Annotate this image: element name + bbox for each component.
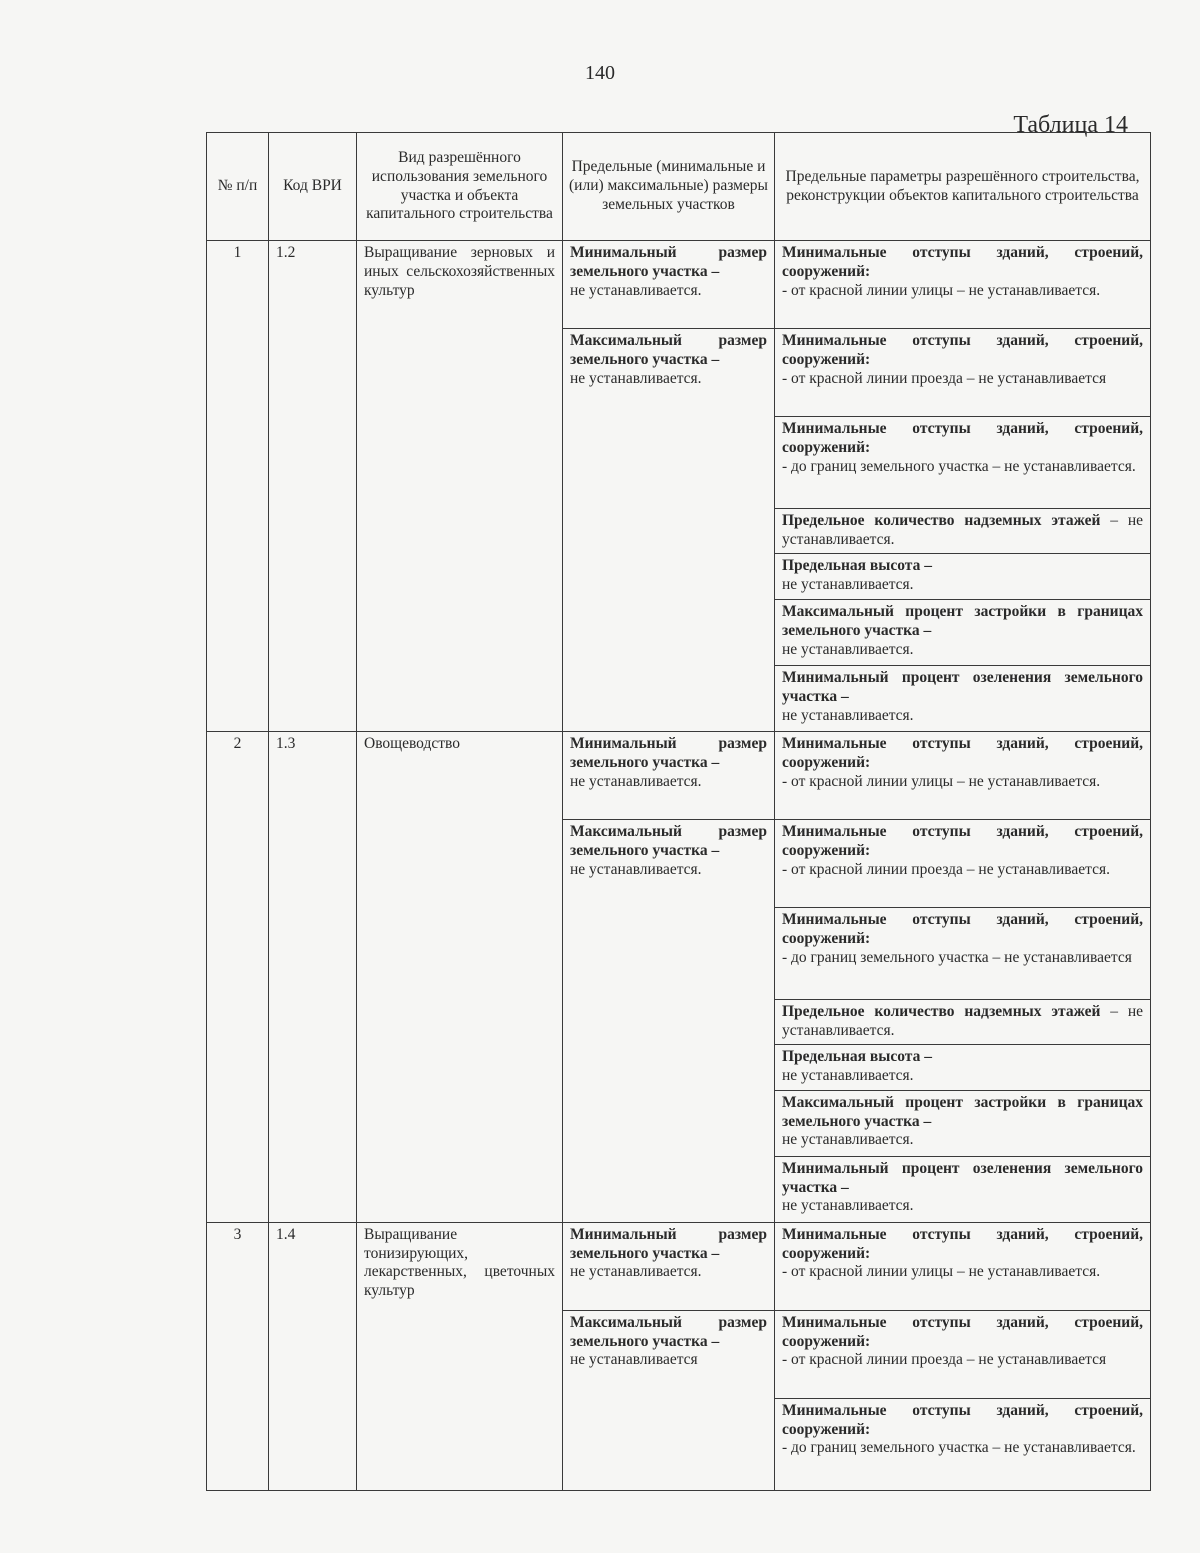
param-text: - до границ земельного участка – не устанавливается. (782, 457, 1136, 475)
param-title: Минимальные отступы зданий, строений, сооружений: (782, 734, 1143, 771)
param-text: – не устанавливается. (782, 1002, 1143, 1039)
param-cell (775, 1156, 1151, 1222)
size-max-cell (563, 819, 775, 1222)
size-max-value: не устанавливается (570, 1351, 698, 1369)
param-text: не устанавливается. (782, 575, 914, 593)
row-code: 1.4 (269, 1222, 357, 1490)
param-cell (775, 1044, 1151, 1090)
param-title: Минимальные отступы зданий, строений, сооружений: (782, 1401, 1143, 1438)
size-min-value: не устанавливается. (570, 1263, 702, 1281)
param-title: Минимальные отступы зданий, строений, сооружений: (782, 1313, 1143, 1350)
size-min-cell (563, 1222, 775, 1310)
size-min-cell (563, 241, 775, 329)
size-min-value: не устанавливается. (570, 281, 702, 299)
size-max-value: не устанавливается. (570, 860, 702, 878)
param-cell (775, 999, 1151, 1044)
param-cell (775, 1310, 1151, 1398)
header-row (207, 133, 1151, 241)
param-cell (775, 731, 1151, 819)
param-title: Минимальный процент озеленения земельного участка – (782, 1159, 1143, 1196)
param-text: - от красной линии проезда – не устанавливается. (782, 860, 1110, 878)
size-min-title: Минимальный размер земельного участка – (570, 244, 767, 280)
param-text: - от красной линии улицы – не устанавливается. (782, 281, 1101, 299)
param-cell (775, 329, 1151, 417)
page-number: 140 (585, 62, 615, 84)
param-title: Минимальные отступы зданий, строений, сооружений: (782, 244, 1143, 280)
regulations-table (206, 132, 1151, 1491)
param-text: не устанавливается. (782, 640, 914, 658)
param-text: не устанавливается. (782, 1197, 914, 1215)
param-title: Минимальные отступы зданий, строений, сооружений: (782, 910, 1143, 947)
size-max-title: Максимальный размер земельного участка – (570, 332, 767, 368)
param-text: не устанавливается. (782, 1131, 914, 1149)
header-num: № п/п (207, 133, 269, 241)
param-text: - до границ земельного участка – не устанавливается. (782, 1439, 1136, 1457)
size-min-cell (563, 731, 775, 819)
param-title: Минимальные отступы зданий, строений, сооружений: (782, 822, 1143, 859)
size-min-title: Минимальный размер земельного участка – (570, 1225, 767, 1262)
param-cell (775, 599, 1151, 665)
size-min-value: не устанавливается. (570, 772, 702, 790)
param-cell (775, 1398, 1151, 1490)
row-code: 1.2 (269, 241, 357, 732)
table-row (207, 1222, 1151, 1310)
size-min-title: Минимальный размер земельного участка – (570, 734, 767, 771)
header-params: Предельные параметры разрешённого строительства, реконструкции объектов капитального строительства (775, 133, 1151, 241)
param-text: - от красной линии проезда – не устанавливается (782, 369, 1107, 387)
size-max-cell (563, 1310, 775, 1490)
header-code: Код ВРИ (269, 133, 357, 241)
param-title: Предельное количество надземных этажей (782, 512, 1101, 529)
param-cell (775, 1090, 1151, 1156)
row-code: 1.3 (269, 731, 357, 1222)
row-number: 3 (207, 1222, 269, 1490)
param-cell (775, 665, 1151, 731)
param-text: - от красной линии улицы – не устанавливается. (782, 772, 1101, 790)
param-title: Минимальные отступы зданий, строений, сооружений: (782, 332, 1143, 368)
row-land-use-name: Выращивание тонизирующих, лекарственных, цветочных культур (357, 1222, 563, 1490)
param-title: Минимальные отступы зданий, строений, сооружений: (782, 420, 1143, 456)
param-text: - до границ земельного участка – не устанавливается (782, 948, 1132, 966)
size-max-cell (563, 329, 775, 732)
param-text: не устанавливается. (782, 1066, 914, 1084)
header-size: Предельные (минимальные и (или) максимальные) размеры земельных участков (563, 133, 775, 241)
param-cell (775, 819, 1151, 907)
param-text: не устанавливается. (782, 706, 914, 724)
size-max-title: Максимальный размер земельного участка – (570, 822, 767, 859)
size-max-title: Максимальный размер земельного участка – (570, 1313, 767, 1350)
param-title: Максимальный процент застройки в границах земельного участка – (782, 1093, 1143, 1130)
param-cell (775, 417, 1151, 509)
param-title: Максимальный процент застройки в границах земельного участка – (782, 602, 1143, 639)
table-row (207, 241, 1151, 329)
param-cell (775, 509, 1151, 554)
table-row (207, 731, 1151, 819)
param-text: - от красной линии улицы – не устанавливается. (782, 1263, 1101, 1281)
param-cell (775, 241, 1151, 329)
param-title: Предельная высота – (782, 556, 932, 574)
header-kind: Вид разрешённого использования земельного участка и объекта капитального строительства (357, 133, 563, 241)
param-cell (775, 1222, 1151, 1310)
table-caption: Таблица 14 (1013, 112, 1128, 138)
param-text: - от красной линии проезда – не устанавливается (782, 1351, 1107, 1369)
row-land-use-name: Выращивание зерновых и иных сельскохозяйственных культур (357, 241, 563, 732)
param-title: Предельное количество надземных этажей (782, 1002, 1101, 1020)
param-text: – не устанавливается. (782, 512, 1143, 548)
row-land-use-name: Овощеводство (357, 731, 563, 1222)
param-title: Минимальные отступы зданий, строений, сооружений: (782, 1225, 1143, 1262)
row-number: 1 (207, 241, 269, 732)
param-cell (775, 907, 1151, 999)
param-cell (775, 553, 1151, 599)
row-number: 2 (207, 731, 269, 1222)
param-title: Минимальный процент озеленения земельного участка – (782, 668, 1143, 705)
param-title: Предельная высота – (782, 1047, 932, 1065)
size-max-value: не устанавливается. (570, 369, 702, 387)
